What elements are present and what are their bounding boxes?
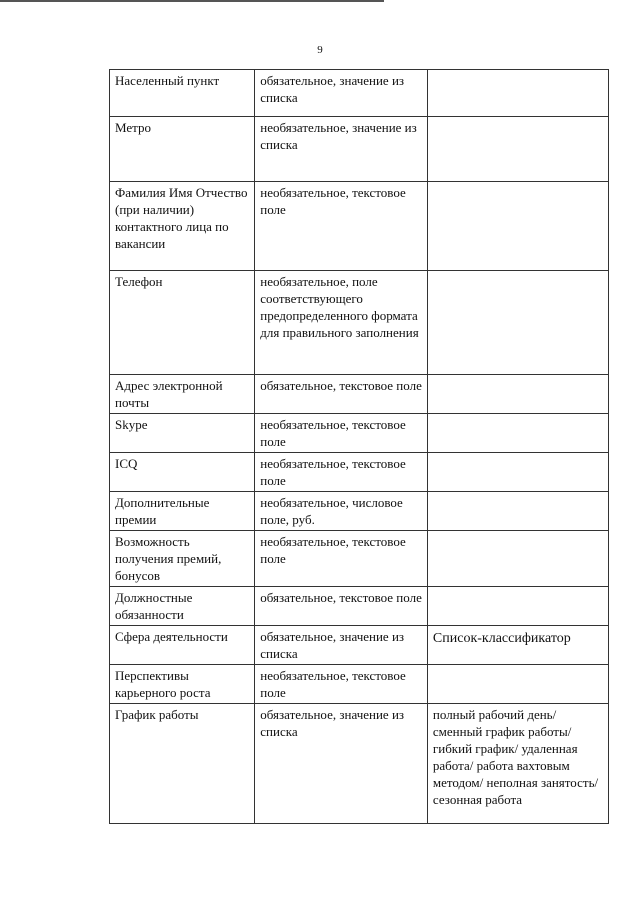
note-cell: [427, 375, 608, 414]
requirement-cell: необязательное, текстовое поле: [255, 531, 428, 587]
table-row: [110, 531, 609, 587]
table-row: [110, 665, 609, 704]
table-row: [110, 453, 609, 492]
field-name-cell: Возможность получения премий, бонусов: [110, 531, 255, 587]
note-cell: [427, 453, 608, 492]
requirement-cell: необязательное, числовое поле, руб.: [255, 492, 428, 531]
note-cell: Список-классификатор: [427, 626, 608, 665]
requirement-cell: необязательное, значение из списка: [255, 117, 428, 182]
note-cell: [427, 531, 608, 587]
table-row: [110, 70, 609, 117]
field-name-cell: Населенный пункт: [110, 70, 255, 117]
note-cell: [427, 271, 608, 375]
field-name-cell: Дополнительные премии: [110, 492, 255, 531]
field-name-cell: Фамилия Имя Отчество (при наличии) контактного лица по вакансии: [110, 182, 255, 271]
requirement-cell: необязательное, поле соответствующего предопределенного формата для правильного заполнения: [255, 271, 428, 375]
field-name-cell: График работы: [110, 704, 255, 824]
requirement-cell: необязательное, текстовое поле: [255, 414, 428, 453]
note-cell: [427, 70, 608, 117]
field-name-cell: Адрес электронной почты: [110, 375, 255, 414]
field-name-cell: Должностные обязанности: [110, 587, 255, 626]
requirement-cell: обязательное, значение из списка: [255, 70, 428, 117]
scan-edge-line: [0, 0, 384, 2]
note-cell: полный рабочий день/ сменный график работы/ гибкий график/ удаленная работа/ работа вахтовым методом/ неполная занятость/ сезонная работа: [427, 704, 608, 824]
requirement-cell: необязательное, текстовое поле: [255, 182, 428, 271]
field-name-cell: Метро: [110, 117, 255, 182]
note-cell: [427, 665, 608, 704]
table-row: [110, 375, 609, 414]
field-name-cell: Сфера деятельности: [110, 626, 255, 665]
requirement-cell: необязательное, текстовое поле: [255, 665, 428, 704]
note-cell: [427, 117, 608, 182]
requirement-cell: обязательное, текстовое поле: [255, 587, 428, 626]
field-name-cell: Skype: [110, 414, 255, 453]
note-cell: [427, 587, 608, 626]
table-row: [110, 182, 609, 271]
table-row: [110, 117, 609, 182]
table-row: [110, 587, 609, 626]
requirement-cell: обязательное, значение из списка: [255, 704, 428, 824]
note-cell: [427, 492, 608, 531]
field-name-cell: Перспективы карьерного роста: [110, 665, 255, 704]
requirement-cell: необязательное, текстовое поле: [255, 453, 428, 492]
note-cell: [427, 182, 608, 271]
field-name-cell: Телефон: [110, 271, 255, 375]
table-row: [110, 492, 609, 531]
field-name-cell: ICQ: [110, 453, 255, 492]
note-cell: [427, 414, 608, 453]
page-number: 9: [317, 44, 323, 56]
requirement-cell: обязательное, текстовое поле: [255, 375, 428, 414]
table-row: [110, 271, 609, 375]
table-row: [110, 626, 609, 665]
table-row: [110, 414, 609, 453]
requirement-cell: обязательное, значение из списка: [255, 626, 428, 665]
fields-table: [109, 69, 609, 824]
table-row: [110, 704, 609, 824]
